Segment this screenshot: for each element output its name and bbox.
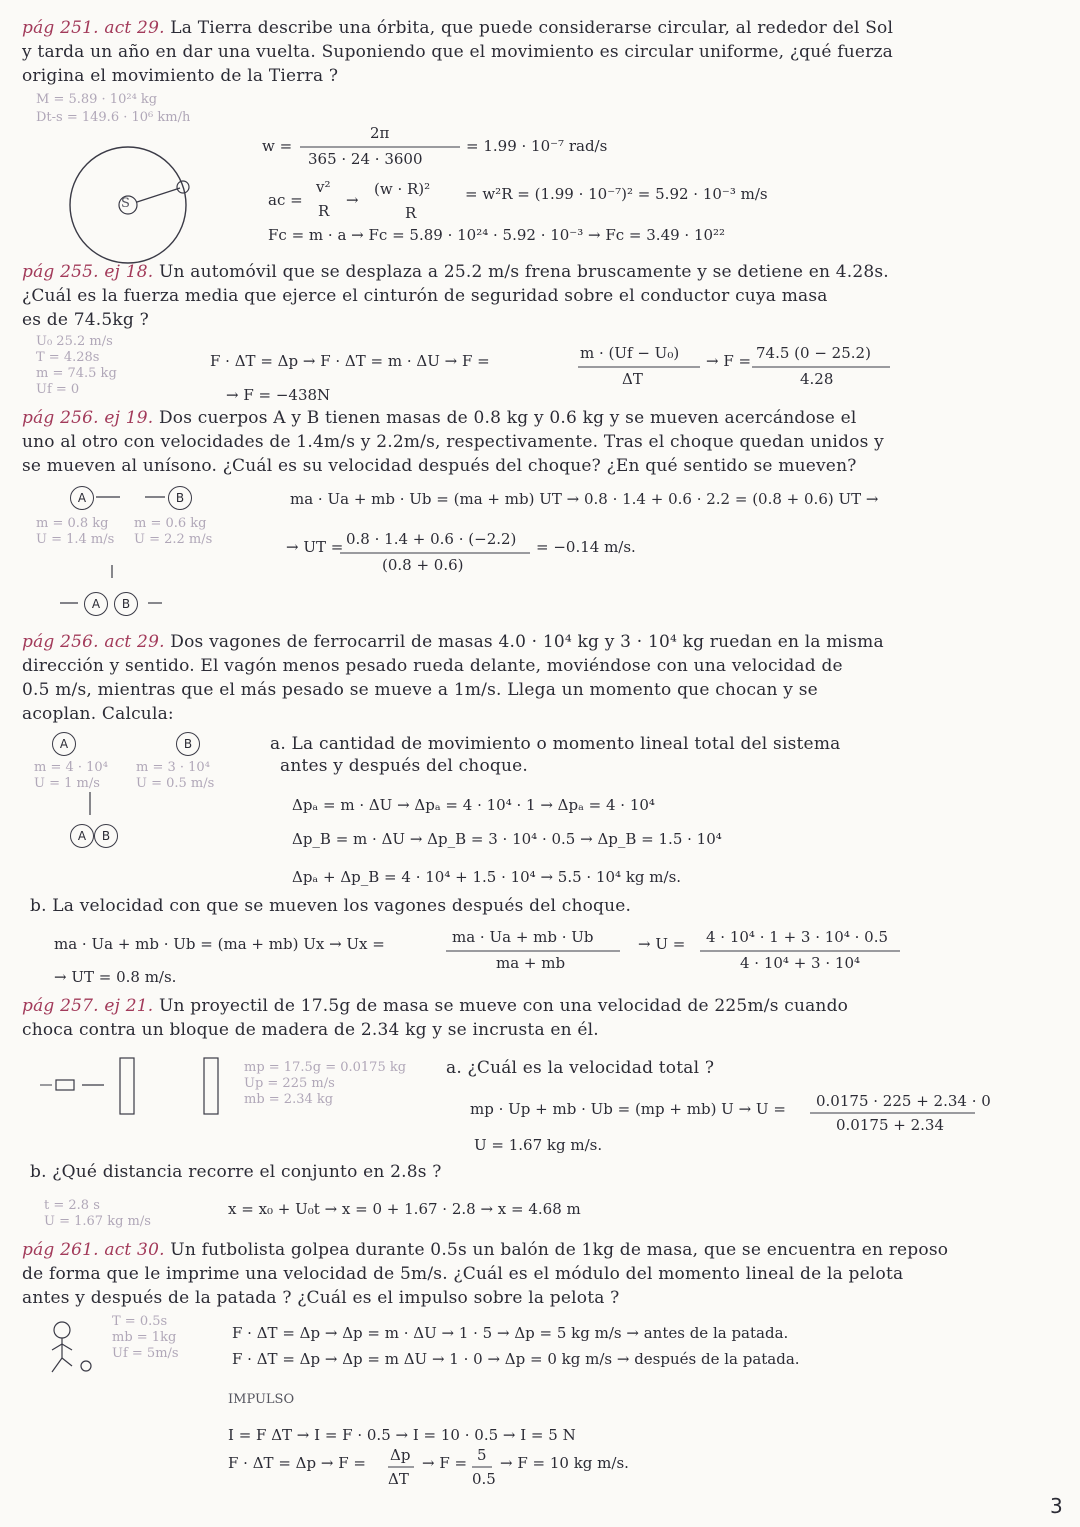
block-after <box>204 1058 218 1114</box>
given-data: t = 2.8 s <box>44 1198 100 1213</box>
wagon-a-bubble: A <box>52 732 76 756</box>
problem-4-line-4: acoplan. Calcula: <box>22 704 174 724</box>
p2-result: → F = −438N <box>226 386 331 404</box>
problem-4-line-1: pág 256. act 29. Dos vagones de ferrocarril de masas 4.0 · 10⁴ kg y 3 · 10⁴ kg ruedan en la misma <box>22 632 884 652</box>
p4-part-a-label: a. La cantidad de movimiento o momento lineal total del sistema <box>270 734 841 754</box>
given-data: Uf = 5m/s <box>112 1346 179 1361</box>
omega-denominator: 365 · 24 · 3600 <box>308 150 423 168</box>
p6-line-4c: → F = 10 kg m/s. <box>500 1454 629 1472</box>
p5-a-line-1: mp · Up + mb · Ub = (mp + mb) U → U = <box>470 1100 786 1118</box>
problem-2-line-3: es de 74.5kg ? <box>22 310 149 330</box>
p5-a-frac-num: 0.0175 · 225 + 2.34 · 0 <box>816 1092 991 1110</box>
p4-a-line-1: Δpₐ = m · ΔU → Δpₐ = 4 · 10⁴ · 1 → Δpₐ = 4 · 10⁴ <box>292 796 655 814</box>
p4-b-result: → UT = 0.8 m/s. <box>54 968 177 986</box>
player-head <box>54 1322 70 1338</box>
given-data: m = 0.8 kg <box>36 516 109 531</box>
radius-line <box>137 188 180 202</box>
given-data: T = 0.5s <box>112 1314 168 1329</box>
combined-a-bubble: A <box>84 592 108 616</box>
ac-den: R <box>318 202 330 220</box>
given-data: T = 4.28s <box>36 350 100 365</box>
problem-3-line-3: se mueven al unísono. ¿Cuál es su velocidad después del choque? ¿En qué sentido se mueven? <box>22 456 857 476</box>
wagon-b-bubble: B <box>176 732 200 756</box>
given-data: Dt-s = 149.6 · 10⁶ km/h <box>36 110 191 125</box>
p5-a-result: U = 1.67 kg m/s. <box>474 1136 603 1154</box>
given-data: m = 3 · 10⁴ <box>136 760 210 775</box>
p6-line-2: F · ΔT = Δp → Δp = m ΔU → 1 · 0 → Δp = 0 kg m/s → después de la patada. <box>232 1350 800 1368</box>
p4-b-frac2-num: 4 · 10⁴ · 1 + 3 · 10⁴ · 0.5 <box>706 928 889 946</box>
problem-6-line-1: pág 261. act 30. Un futbolista golpea durante 0.5s un balón de 1kg de masa, que se encuentra en reposo <box>22 1240 949 1260</box>
p2-frac2-den: 4.28 <box>800 370 834 388</box>
given-data: m = 4 · 10⁴ <box>34 760 108 775</box>
p2-frac-den: ΔT <box>622 370 643 388</box>
p4-b-frac2-den: 4 · 10⁴ + 3 · 10⁴ <box>740 954 860 972</box>
given-data: Uf = 0 <box>36 382 80 397</box>
problem-5-line-2: choca contra un bloque de madera de 2.34 kg y se incrusta en él. <box>22 1020 599 1040</box>
wagon-a-combined: A <box>70 824 94 848</box>
ac-arrow: → <box>346 191 359 209</box>
p4-a-line-3: Δpₐ + Δp_B = 4 · 10⁴ + 1.5 · 10⁴ → 5.5 · 10⁴ kg m/s. <box>292 868 682 886</box>
given-data: U = 1.67 kg m/s <box>44 1214 151 1229</box>
block-before <box>120 1058 134 1114</box>
p6-line-4b: → F = <box>422 1454 468 1472</box>
ac-label: ac = <box>268 191 303 209</box>
ball <box>81 1361 91 1371</box>
projectile <box>56 1080 74 1090</box>
p6-line-1: F · ΔT = Δp → Δp = m · ΔU → 1 · 5 → Δp = 5 kg m/s → antes de la patada. <box>232 1324 789 1342</box>
problem-2-line-1: pág 255. ej 18. Un automóvil que se desplaza a 25.2 m/s frena bruscamente y se detiene en 4.28s. <box>22 262 889 282</box>
p5-b-line-1: x = x₀ + U₀t → x = 0 + 1.67 · 2.8 → x = 4.68 m <box>228 1200 581 1218</box>
problem-4-line-2: dirección y sentido. El vagón menos pesado rueda delante, moviéndose con una velocidad de <box>22 656 843 676</box>
given-data: U₀ 25.2 m/s <box>36 334 113 349</box>
p6-frac2-den: 0.5 <box>472 1470 496 1488</box>
player-arm <box>62 1344 72 1350</box>
player-leg <box>62 1358 72 1366</box>
p3-eq-2: → UT = <box>286 538 344 556</box>
given-data: U = 1.4 m/s <box>36 532 115 547</box>
p4-b-frac-num: ma · Ua + mb · Ub <box>452 928 594 946</box>
impulse-heading: IMPULSO <box>228 1392 295 1407</box>
omega-label: w = <box>262 137 293 155</box>
given-data: m = 0.6 kg <box>134 516 207 531</box>
problem-1-line-3: origina el movimiento de la Tierra ? <box>22 66 339 86</box>
problem-6-line-2: de forma que le imprime una velocidad de 5m/s. ¿Cuál es el módulo del momento lineal de la pelota <box>22 1264 904 1284</box>
problem-6-ref: pág 261. act 30. <box>22 1240 165 1260</box>
problem-3-ref: pág 256. ej 19. <box>22 408 154 428</box>
p4-part-b-label: b. La velocidad con que se mueven los vagones después del choque. <box>30 896 632 916</box>
problem-1-ref: pág 251. act 29. <box>22 18 165 38</box>
problem-3-line-2: uno al otro con velocidades de 1.4m/s y 2.2m/s, respectivamente. Tras el choque quedan unidos y <box>22 432 884 452</box>
p6-line-4: F · ΔT = Δp → F = <box>228 1454 366 1472</box>
p4-part-a-label-2: antes y después del choque. <box>280 756 528 776</box>
problem-4-ref: pág 256. act 29. <box>22 632 165 652</box>
given-data: mp = 17.5g = 0.0175 kg <box>244 1060 407 1075</box>
p5-a-frac-den: 0.0175 + 2.34 <box>836 1116 944 1134</box>
given-data: U = 0.5 m/s <box>136 776 215 791</box>
problem-5-ref: pág 257. ej 21. <box>22 996 154 1016</box>
ac-num2: (w · R)² <box>374 180 431 198</box>
p6-frac2-num: 5 <box>477 1446 487 1464</box>
body-a-bubble: A <box>70 486 94 510</box>
given-data: M = 5.89 · 10²⁴ kg <box>36 92 158 107</box>
problem-6-line-3: antes y después de la patada ? ¿Cuál es el impulso sobre la pelota ? <box>22 1288 620 1308</box>
p4-b-line-1: ma · Ua + mb · Ub = (ma + mb) Ux → Ux = <box>54 935 385 953</box>
problem-4-line-3: 0.5 m/s, mientras que el más pesado se mueve a 1m/s. Llega un momento que chocan y se <box>22 680 818 700</box>
body-b-bubble: B <box>168 486 192 510</box>
page-number: 3 <box>1050 1494 1063 1518</box>
problem-1-line-2: y tarda un año en dar una vuelta. Suponiendo que el movimiento es circular uniforme, ¿qué fuerza <box>22 42 893 62</box>
given-data: U = 2.2 m/s <box>134 532 213 547</box>
p2-frac2-num: 74.5 (0 − 25.2) <box>756 344 871 362</box>
p4-b-line-2: → U = <box>638 935 686 953</box>
p3-frac-den: (0.8 + 0.6) <box>382 556 464 574</box>
given-data: mb = 2.34 kg <box>244 1092 334 1107</box>
p3-result: = −0.14 m/s. <box>536 538 636 556</box>
player-arm <box>52 1344 62 1350</box>
problem-2-ref: pág 255. ej 18. <box>22 262 154 282</box>
given-data: U = 1 m/s <box>34 776 100 791</box>
p6-frac-den: ΔT <box>388 1470 409 1488</box>
ac-num: v² <box>316 178 331 196</box>
combined-b-bubble: B <box>114 592 138 616</box>
p3-eq-1: ma · Ua + mb · Ub = (ma + mb) UT → 0.8 · 1.4 + 0.6 · 2.2 = (0.8 + 0.6) UT → <box>290 490 879 508</box>
p2-frac-num: m · (Uf − U₀) <box>580 344 680 362</box>
problem-2-line-2: ¿Cuál es la fuerza media que ejerce el cinturón de seguridad sobre el conductor cuya masa <box>22 286 828 306</box>
problem-3-line-1: pág 256. ej 19. Dos cuerpos A y B tienen masas de 0.8 kg y 0.6 kg y se mueven acercándose el <box>22 408 857 428</box>
p2-eq-1: F · ΔT = Δp → F · ΔT = m · ΔU → F = <box>210 352 490 370</box>
p5-part-b-label: b. ¿Qué distancia recorre el conjunto en 2.8s ? <box>30 1162 442 1182</box>
ac-result: = w²R = (1.99 · 10⁻⁷)² = 5.92 · 10⁻³ m/s <box>465 185 768 203</box>
p4-b-frac-den: ma + mb <box>496 954 566 972</box>
given-data: mb = 1kg <box>112 1330 177 1345</box>
ac-den2: R <box>405 204 417 222</box>
player-leg <box>52 1358 62 1372</box>
omega-result: = 1.99 · 10⁻⁷ rad/s <box>466 137 608 155</box>
p2-eq-2: → F = <box>706 352 752 370</box>
p6-line-3: I = F ΔT → I = F · 0.5 → I = 10 · 0.5 → I = 5 N <box>228 1426 576 1444</box>
omega-numerator: 2π <box>370 124 390 142</box>
problem-1-line-1: pág 251. act 29. La Tierra describe una órbita, que puede considerarse circular, al rededor del Sol <box>22 18 894 38</box>
p5-part-a-label: a. ¿Cuál es la velocidad total ? <box>446 1058 715 1078</box>
given-data: m = 74.5 kg <box>36 366 117 381</box>
wagon-b-combined: B <box>94 824 118 848</box>
fc-line: Fc = m · a → Fc = 5.89 · 10²⁴ · 5.92 · 10⁻³ → Fc = 3.49 · 10²² <box>268 226 726 244</box>
sun-label: S <box>121 196 130 211</box>
given-data: Up = 225 m/s <box>244 1076 335 1091</box>
problem-5-line-1: pág 257. ej 21. Un proyectil de 17.5g de masa se mueve con una velocidad de 225m/s cuando <box>22 996 849 1016</box>
p3-frac-num: 0.8 · 1.4 + 0.6 · (−2.2) <box>346 530 517 548</box>
p4-a-line-2: Δp_B = m · ΔU → Δp_B = 3 · 10⁴ · 0.5 → Δp_B = 1.5 · 10⁴ <box>292 830 722 848</box>
p6-frac-num: Δp <box>390 1446 411 1464</box>
